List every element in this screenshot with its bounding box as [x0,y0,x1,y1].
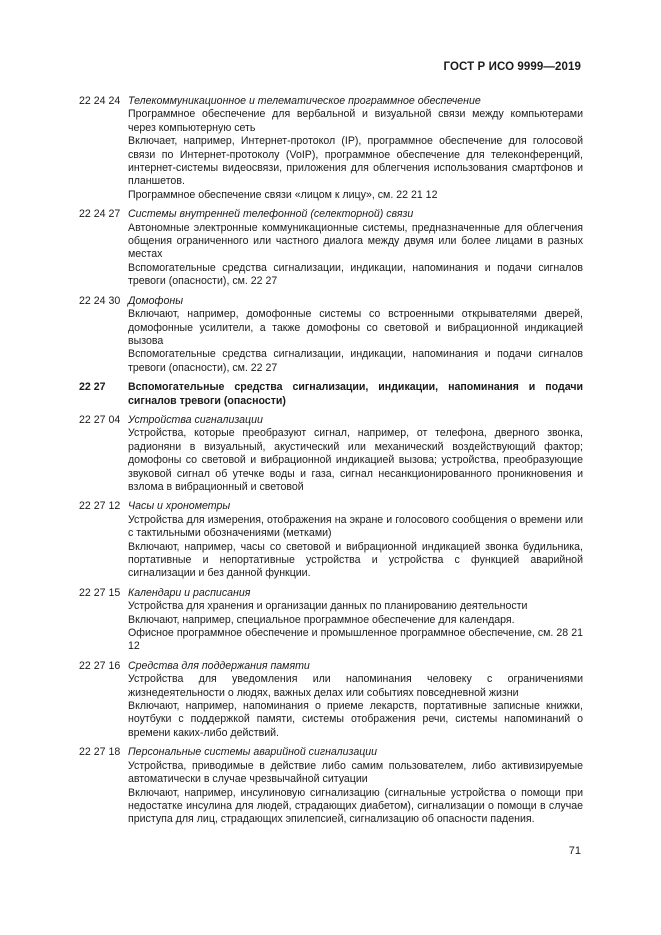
entry-reference: Офисное программное обеспечение и промышленное программное обеспечение, см. 28 21 12 [128,627,583,653]
entry-title: Телекоммуникационное и телематическое программное обеспечение [128,95,481,107]
entry-22-27 [79,381,583,408]
entry-code: 22 27 [79,381,106,394]
entry-title: Устройства сигнализации [128,413,263,426]
entry-title: Персональные системы аварийной сигнализации [128,746,378,759]
entry-title: Средства для поддержания памяти [128,659,310,672]
entry-note: Включает, например, Интернет-протокол (IP), программное обеспечение для голосовой связи по Интернет-протоколу (VoIP), программное обеспечение для телеконференций, интернет-системы видеосвязи, приложения для облегчения использования смартфонов и планшетов. [128,135,583,188]
entry-code: 22 24 27 [79,208,121,221]
entry-reference: Вспомогательные средства сигнализации, индикации, напоминания и подачи сигналов тревоги (опасности), см. 22 27 [128,348,583,374]
entry-note: Включают, например, часы со световой и вибрационной индикацией звонка будильника, портативные и непортативные устройства и устройства с функцией аварийной сигнализации и без данной функции. [128,540,583,580]
entry-description: Устройства, которые преобразуют сигнал, например, от телефона, дверного звонка, радионяни в визуальный, акустический или механический воздействующий фактор; домофоны со световой и вибрационной индикацией вызова; устройства, преобразующие звуковой сигнал об утечке воды и газа, сигнал несанкционированного проникновения и взлома в вибрационный и световой [128,427,583,493]
entry-code: 22 24 30 [79,294,121,307]
entry-title: Часы и хронометры [128,500,231,513]
entry-code: 22 24 24 [79,95,121,107]
entry-title: Системы внутренней телефонной (селекторной) связи [128,208,414,221]
page-number: 71 [568,845,581,857]
entry-title: Календари и расписания [128,586,251,599]
entry-22-27-04 [79,414,583,494]
entry-note: Включают, например, специальное программное обеспечение для календаря. [128,613,515,626]
entry-code: 22 27 15 [79,586,121,599]
entry-description: Устройства для измерения, отображения на экране и голосового сообщения о времени или с тактильными обозначениями (метками) [128,513,583,540]
entry-title: Домофоны [128,294,183,307]
entry-22-27-12 [79,500,583,580]
entry-22-27-16 [79,660,583,740]
entry-22-24-24 [79,95,583,202]
entry-code: 22 27 12 [79,500,121,513]
entry-code: 22 27 18 [79,746,121,759]
entry-description: Устройства для хранения и организации данных по планированию деятельности [128,600,528,613]
entry-description: Программное обеспечение для вербальной и визуальной связи между компьютерами через компьютерную сеть [128,108,583,134]
entry-reference: Программное обеспечение связи «лицом к лицу», см. 22 21 12 [128,188,438,201]
entry-22-27-18 [79,746,583,826]
document-header: ГОСТ Р ИСО 9999—2019 [443,61,581,73]
entry-description: Автономные электронные коммуникационные системы, предназначенные для облегчения общения ограниченного или частного диалога между двумя или более лицами в разных местах [128,221,583,261]
entry-note: Включают, например, инсулиновую сигнализацию (сигнальные устройства о помощи при недостатке инсулина для людей, страдающих диабетом), сигнализации о помощи в случае приступа для лиц, страдающих эпилепсией, сигнализацию об опасности падения. [128,786,583,826]
entry-reference: Вспомогательные средства сигнализации, индикации, напоминания и подачи сигналов тревоги (опасности), см. 22 27 [128,261,583,288]
entry-22-24-30 [79,295,583,375]
entry-22-24-27 [79,208,583,288]
entry-code: 22 27 04 [79,413,121,426]
entry-title: Вспомогательные средства сигнализации, индикации, напоминания и подачи сигналов тревоги (опасности) [128,381,583,407]
entry-code: 22 27 16 [79,659,121,672]
entry-description: Устройства для уведомления или напоминания человеку с ограничениями жизнедеятельности о людях, важных делах или событиях повседневной жизни [128,673,583,699]
entry-22-27-15 [79,587,583,654]
entry-description: Устройства, приводимые в действие либо самим пользователем, либо активизируемые автоматически в случае чрезвычайной ситуации [128,759,583,786]
entry-note: Включают, например, домофонные системы со встроенными открывателями дверей, домофонные усилители, а также домофоны со световой и вибрационной индикацией вызова [128,308,583,347]
entry-note: Включают, например, напоминания о приеме лекарств, портативные записные книжки, ноутбуки с поддержкой памяти, системы отображения речи, системы напоминаний о времени каких-либо действий. [128,700,583,739]
classification-list [79,95,583,833]
